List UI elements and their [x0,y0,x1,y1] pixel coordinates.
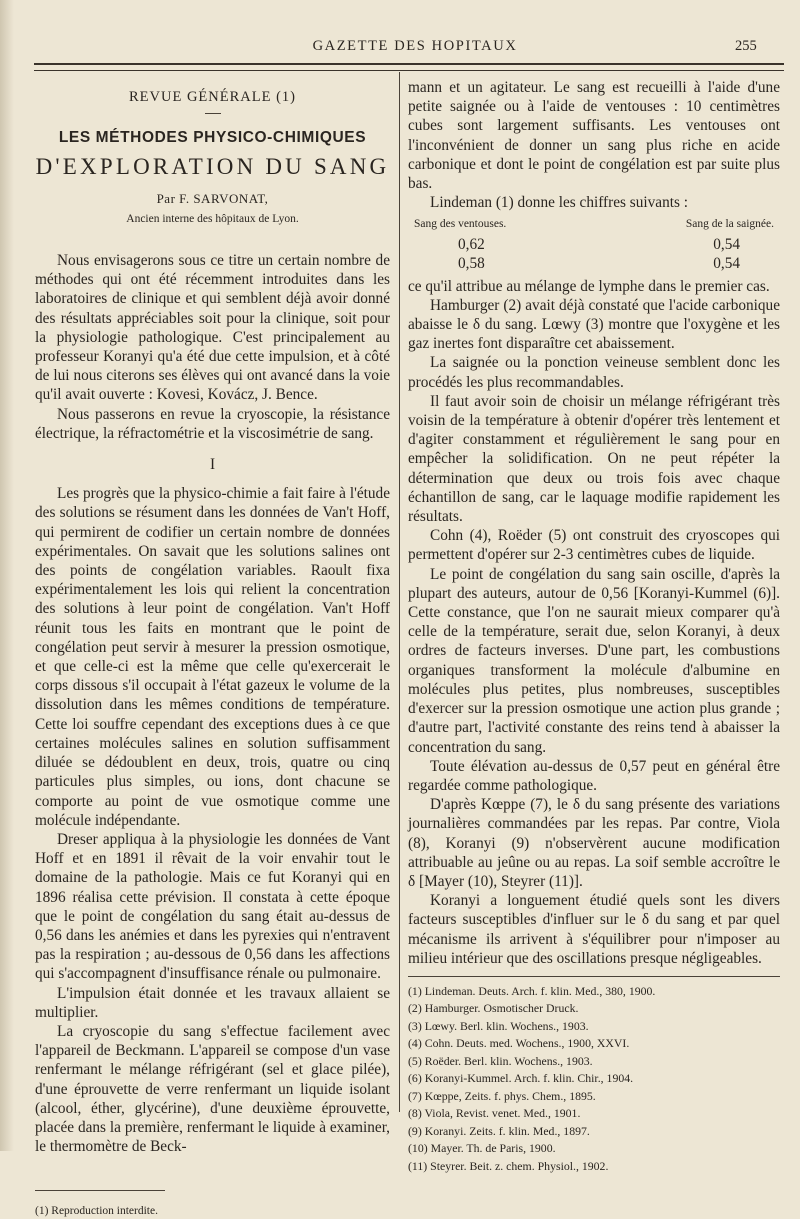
table-header [414,215,774,234]
table-header-cell: Sang de la saignée. [685,218,774,231]
reference-item: (8) Viola, Revist. venet. Med., 1901. [408,1106,581,1121]
paragraph: ce qu'il attribue au mélange de lymphe dans le premier cas. [408,277,770,295]
table-header-cell: Sang des ventouses. [414,218,507,231]
table-cell: 0,54 [713,235,740,253]
reference-item: (1) Lindeman. Deuts. Arch. f. klin. Med., 380, 1900. [408,983,656,998]
paragraph: L'impulsion était donnée et les travaux allaient se multiplier. [35,984,390,1021]
reference-item: (9) Koranyi. Zeits. f. klin. Med., 1897. [408,1123,590,1138]
right-column [408,78,780,1175]
paragraph: Lindeman (1) donne les chiffres suivants : [430,194,689,212]
table-cell: 0,62 [458,235,485,253]
page-number: 255 [735,38,757,54]
reference-item: (6) Koranyi-Kummel. Arch. f. klin. Chir., 1904. [408,1071,634,1086]
rubric-dash [205,113,221,114]
reference-item: (7) Kœppe, Zeits. f. phys. Chem., 1895. [408,1088,596,1103]
reference-item: (10) Mayer. Th. de Paris, 1900. [408,1141,556,1156]
table-row [458,235,740,254]
paragraph: Dreser appliqua à la physiologie les données de Vant Hoff et en 1891 il rêvait de la voir envahir tout le domaine de la pathologie. Mais ce fut Koranyi qui en 1896 réalisa cette prévision. Il constata à cette époque que le point de congélation du sang était au-dessus de 0,56 dans les anémies et dans les pyrexies qui n'entravent pas la respiration ; au-dessous de 0,56 dans les affections qui s'accompagnent d'insuffisance rénale ou pulmonaire. [35,830,390,983]
journal-title: GAZETTE DES HOPITAUX [312,38,518,54]
paragraph: Koranyi a longuement étudié quels sont les divers facteurs susceptibles d'influer sur le δ du sang et par quel mécanisme ils arrivent à s'équilibrer pour n'imposer au milieu intérieur que des oscillations presque négligeables. [408,892,780,967]
page-edge-shadow [0,0,14,1151]
reference-item: (3) Lœwy. Berl. klin. Wochens., 1903. [408,1018,589,1033]
table-cell: 0,58 [458,254,485,272]
article-title: D'EXPLORATION DU SANG [35,154,390,180]
header-rule [34,63,784,71]
paragraph: Nous envisagerons sous ce titre un certain nombre de méthodes qui ont été récemment introduites dans les laboratoires de clinique et qui semblent déjà avoir donné des résultats appréciables soit pour la clinique, soit pour la physiologie pathologique. C'est principalement au professeur Koranyi qu'a été due cette impulsion, et à côté de lui nous citerons ses élèves qui ont avancé dans la voie qu'il avait ouverte : Kovesi, Kovácz, J. Bence. [35,252,390,404]
reference-list [408,983,780,1176]
reference-item: (5) Roëder. Berl. klin. Wochens., 1903. [408,1053,593,1068]
table-row [458,254,740,273]
footnote: (1) Reproduction interdite. [35,1205,158,1218]
byline: Par F. SARVONAT, [156,190,269,206]
paragraph: La cryoscopie du sang s'effectue facilement avec l'appareil de Beckmann. L'appareil se compose d'un vase renfermant le mélange réfrigérant (sel et glace pilée), d'une éprouvette de verre renfermant un liquide isolant (alcool, éther, glycérine), d'une deuxième éprouvette, placée dans la première, renfermant le liquide à examiner, le thermomètre de Beck- [35,1022,390,1156]
paragraph: mann et un agitateur. Le sang est recueilli à l'aide d'une petite saignée ou à l'aide de ventouses : 10 centimètres cubes sont largement suffisants. Les ventouses ont l'inconvénient de donner un sang plus riche en acide carbonique et dont le point de congélation est par suite plus bas. [408,79,780,193]
paragraph: D'après Kœppe (7), le δ du sang présente des variations journalières commandées par les repas. Par contre, Viola (8), Koranyi (9) n'observèrent aucune modification attribuable au jeûne ou au repas. La soif semble accroître le δ [Mayer (10), Steyrer (11)]. [408,796,780,890]
article-subtitle: LES MÉTHODES PHYSICO-CHIMIQUES [58,129,367,147]
paragraph: Toute élévation au-dessus de 0,57 peut en général être regardée comme pathologique. [408,757,780,794]
reference-item: (11) Steyrer. Beit. z. chem. Physiol., 1902. [408,1158,609,1173]
reference-item: (2) Hamburger. Osmotischer Druck. [408,1001,579,1016]
left-column [35,88,390,1219]
paragraph: Les progrès que la physico-chimie a fait faire à l'étude des solutions se résument dans les données de Van't Hoff, qui permirent de codifier un certain nombre de données expérimentales. On savait que les solutions salines ont des points de congélation variables. Raoult fixa expérimentalement les lois qui relient la concentration des solutions à leur point de congélation. Van't Hoff réunit tous les faits en montrant que le point de congélation peut servir à mesurer la pression osmotique, et que celle-ci est la même que celle qu'exercerait le corps dissous s'il occupait à l'état gazeux le volume de la dissolution dans les mêmes conditions de température. Cette loi souffre cependant des exceptions dues à ce que certaines molécules salines en solution suffisamment diluée se dédoublent en deux, trois, quatre ou cinq particules plus simples, ou ions, dont chacune se comporte au point de vue osmotique comme une molécule indépendante. [35,485,390,829]
section-number: I [209,456,216,474]
paragraph: Le point de congélation du sang sain oscille, d'après la plupart des auteurs, autour de 0,56 [Koranyi-Kummel (6)]. Cette constance, que l'on ne saurait mieux comparer qu'à celle de la température, serait due, selon Koranyi, à deux ordres de facteurs inverses. D'une part, les combustions organiques transforment la molécule d'albumine en molécules plus petites, plus nombreuses, susceptibles d'exercer sur la pression osmotique une action plus grande ; d'autre part, l'activité constante des reins tend à abaisser la concentration du sang. [408,565,780,756]
paragraph: La saignée ou la ponction veineuse semblent donc les procédés les plus recommandables. [408,354,780,391]
affiliation: Ancien interne des hôpitaux de Lyon. [126,212,299,225]
paragraph: Hamburger (2) avait déjà constaté que l'acide carbonique abaisse le δ du sang. Lœwy (3) montre que l'oxygène et les gaz inertes font disparaître cet abaissement. [408,296,780,353]
column-divider [399,72,400,1112]
references-rule [408,976,780,977]
reference-item: (4) Cohn. Deuts. med. Wochens., 1900, XXVI. [408,1036,630,1051]
rubric: REVUE GÉNÉRALE (1) [128,89,296,105]
footnote-rule [35,1190,165,1191]
paragraph: Cohn (4), Roëder (5) ont construit des cryoscopes qui permettent d'opérer sur 2-3 centimètres cubes de liquide. [408,527,780,564]
paragraph: Nous passerons en revue la cryoscopie, la résistance électrique, la réfractométrie et la viscosimétrie de sang. [35,405,390,442]
table-cell: 0,54 [713,254,740,272]
paragraph: Il faut avoir soin de choisir un mélange réfrigérant très voisin de la température à obtenir d'opérer très lentement et d'agiter constamment et régulièrement le sang pour en empêcher la solidification. On ne peut répéter la détermination que deux ou trois fois avec chaque échantillon de sang, car le laquage modifie rapidement les résultats. [408,392,780,526]
running-head [0,38,800,58]
